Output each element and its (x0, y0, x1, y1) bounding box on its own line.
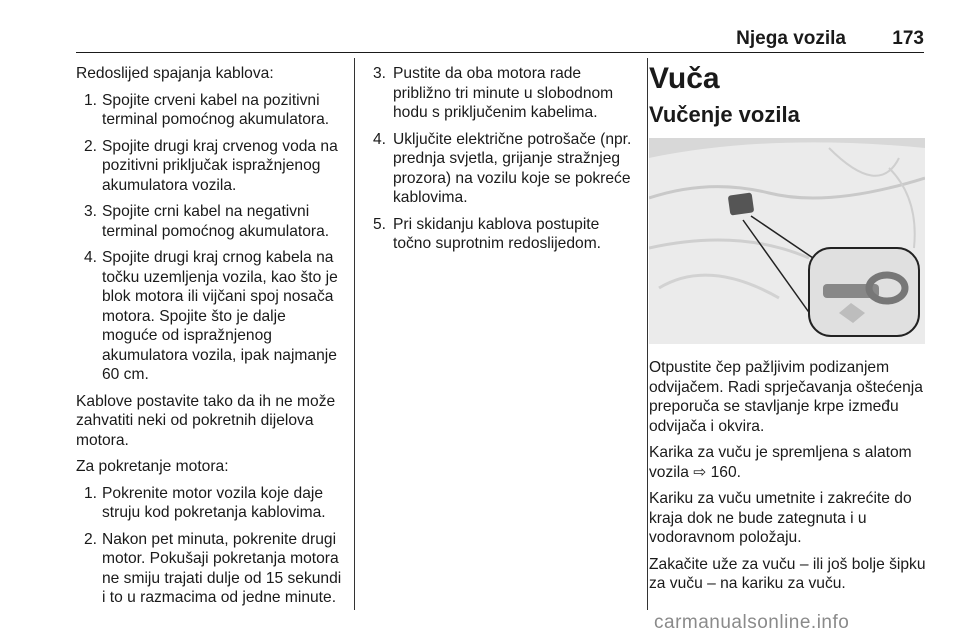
section-heading: Vuča (649, 62, 720, 95)
continue-steps-list (371, 64, 633, 254)
paragraph-remove-cap: Otpustite čep pažljivim podizanjem odvijačem. Radi sprječavanja oštećenja preporuča se stavljanje krpe između odvijača i okvira. (649, 359, 923, 435)
list-item: 4. Uključite električne potrošače (npr. prednja svjetla, grijanje stražnjeg prozora) na vozilu koje se pokreće kablovima. (373, 130, 632, 206)
list-item: 5. Pri skidanju kablova postupite točno suprotnim redoslijedom. (373, 215, 602, 252)
page-number: 173 (892, 28, 924, 49)
page-reference-icon: ⇨ (693, 463, 707, 481)
column-right (649, 64, 929, 601)
list-item: 1. Pokrenite motor vozila koje daje struju kod pokretanja kablovima. (84, 484, 326, 521)
section-title: Njega vozila (736, 28, 846, 49)
paragraph-insert-eye: Kariku za vuču umetnite i zakrećite do kraja dok ne bude zategnuta i u vodoravnom položaju. (649, 490, 912, 546)
cable-note: Kablove postavite tako da ih ne može zahvatiti neki od pokretnih dijelova motora. (76, 392, 336, 449)
subsection-heading: Vučenje vozila (649, 102, 800, 127)
start-steps-list (76, 484, 344, 608)
column-left (76, 64, 344, 615)
column-middle (371, 64, 633, 261)
column-divider-1 (354, 58, 355, 610)
watermark: carmanualsonline.info (654, 612, 850, 633)
list-item: 3. Spojite crni kabel na negativni terminal pomoćnog akumulatora. (84, 203, 330, 240)
page-reference[interactable]: 160. (710, 463, 741, 481)
towing-eye-drawing (649, 138, 925, 344)
list-item: 2. Nakon pet minuta, pokrenite drugi motor. Pokušaji pokretanja motora ne smiju trajati dulje od 15 sekundi i to u razmacima od jedne minute. (84, 530, 342, 606)
list-item: 3. Pustite da oba motora rade približno tri minute u slobodnom hodu s priključenim kabelima. (373, 65, 614, 121)
connect-intro: Redoslijed spajanja kablova: (76, 65, 274, 82)
list-item: 4. Spojite drugi kraj crnog kabela na točku uzemljenja vozila, kao što je blok motora ili vijčani spoj nosača motora. Spojite što je dalje moguće od ispražnjenog akumulatora vozila, ipak najmanje 60 cm. (84, 249, 338, 383)
list-item: 2. Spojite drugi kraj crvenog voda na pozitivni priključak ispražnjenog akumulatora vozila. (84, 137, 338, 194)
list-item: 1. Spojite crveni kabel na pozitivni terminal pomoćnog akumulatora. (84, 91, 330, 128)
towing-eye-illustration (649, 138, 925, 344)
start-intro: Za pokretanje motora: (76, 458, 229, 475)
page-header (76, 28, 924, 53)
connect-steps-list (76, 91, 344, 385)
paragraph-attach-rope: Zakačite uže za vuču – ili još bolje šipku za vuču – na kariku za vuču. (649, 555, 926, 592)
paragraph-eye-location: Karika za vuču je spremljena s alatom vozila ⇨ 160. (649, 444, 912, 481)
column-divider-2 (647, 58, 648, 610)
